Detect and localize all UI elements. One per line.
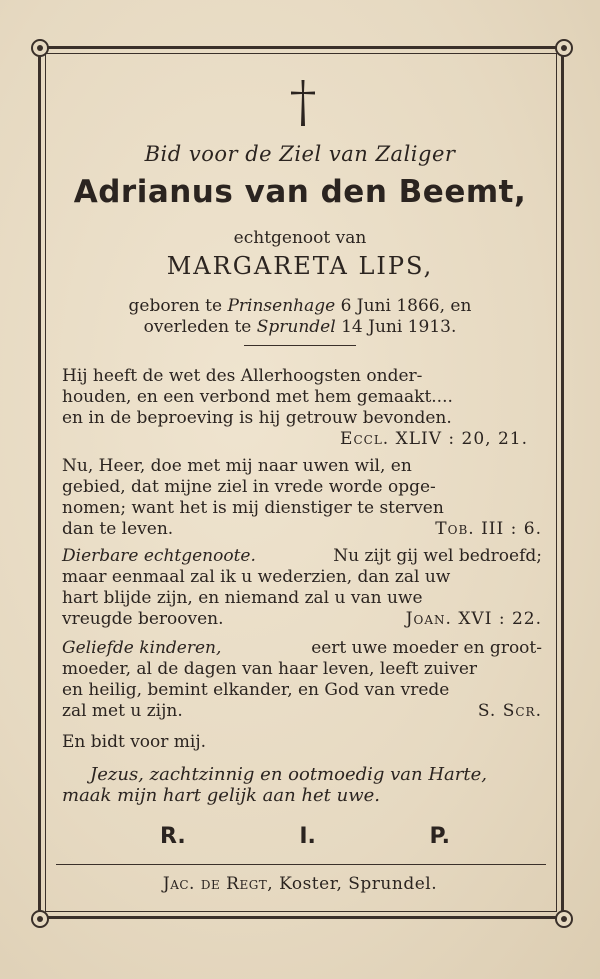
rip-initials	[160, 824, 450, 849]
spouse-name: MARGARETA LIPS,	[166, 252, 434, 280]
corner-ornament-icon	[31, 39, 49, 57]
bottom-divider	[56, 864, 546, 865]
text-line: maar eenmaal zal ik u wederzien, dan zal uw	[62, 567, 451, 587]
printer-credit: Jac. de Regt, Koster, Sprundel.	[162, 874, 438, 894]
text-line: Nu, Heer, doe met mij naar uwen wil, en	[62, 456, 412, 476]
text-line: hart blijde zijn, en niemand zal u van uwe	[62, 588, 423, 608]
text-line: gebied, dat mijne ziel in vrede worde opge-	[62, 477, 436, 497]
text-line: en in de beproeving is hij getrouw bevonden.	[62, 408, 452, 428]
verse-tobit	[62, 456, 542, 540]
birth-line: geboren te Prinsenhage 6 Juni 1866, en	[128, 296, 472, 316]
verse-reference: Joan. XVI : 22.	[405, 609, 542, 629]
text-line: Hij heeft de wet des Allerhoogsten onder-	[62, 366, 423, 386]
corner-ornament-icon	[555, 39, 573, 57]
text-line: houden, en een verbond met hem gemaakt....	[62, 387, 453, 407]
intro-line: Bid voor de Ziel van Zaliger	[144, 142, 456, 166]
rip-letter: I.	[299, 824, 316, 849]
text-line: zal met u zijn.	[62, 701, 183, 721]
deceased-name: Adrianus van den Beemt,	[73, 174, 527, 210]
verse-lead: Dierbare echtgenoote.	[62, 546, 256, 566]
text-line: Jezus, zachtzinnig en ootmoedig van Harte,	[90, 764, 487, 785]
text-line: vreugde berooven.	[62, 609, 224, 629]
life-dates	[50, 296, 550, 338]
corner-ornament-icon	[555, 910, 573, 928]
rip-letter: P.	[429, 824, 450, 849]
text-line: moeder, al de dagen van haar leven, leeft zuiver	[62, 659, 478, 679]
text-line: maak mijn hart gelijk aan het uwe.	[62, 785, 381, 806]
corner-ornament-icon	[31, 910, 49, 928]
verse-lead: Geliefde kinderen,	[62, 638, 222, 658]
text-line: nomen; want het is mij dienstiger te sterven	[62, 498, 444, 518]
text-line: eert uwe moeder en groot-	[311, 638, 542, 658]
spouse-intro: echtgenoot van	[233, 228, 367, 248]
verse-reference: S. Scr.	[477, 701, 542, 721]
text-line: dan te leven.	[62, 519, 174, 539]
verse-john	[62, 546, 542, 630]
verse-children	[62, 638, 542, 722]
verse-reference: Tob. III : 6.	[435, 519, 542, 539]
verse-reference: Eccl. XLIV : 20, 21.	[340, 429, 528, 449]
text-line: en heilig, bemint elkander, en God van vrede	[62, 680, 450, 700]
verse-ecclesiasticus	[62, 366, 542, 450]
divider	[244, 345, 356, 346]
pray-for-me: En bidt voor mij.	[62, 732, 207, 752]
closing-prayer	[62, 764, 542, 806]
text-line: Nu zijt gij wel bedroefd;	[333, 546, 542, 566]
cross-icon	[288, 78, 318, 128]
death-line: overleden te Sprundel 14 Juni 1913.	[143, 317, 457, 337]
rip-letter: R.	[160, 824, 186, 849]
